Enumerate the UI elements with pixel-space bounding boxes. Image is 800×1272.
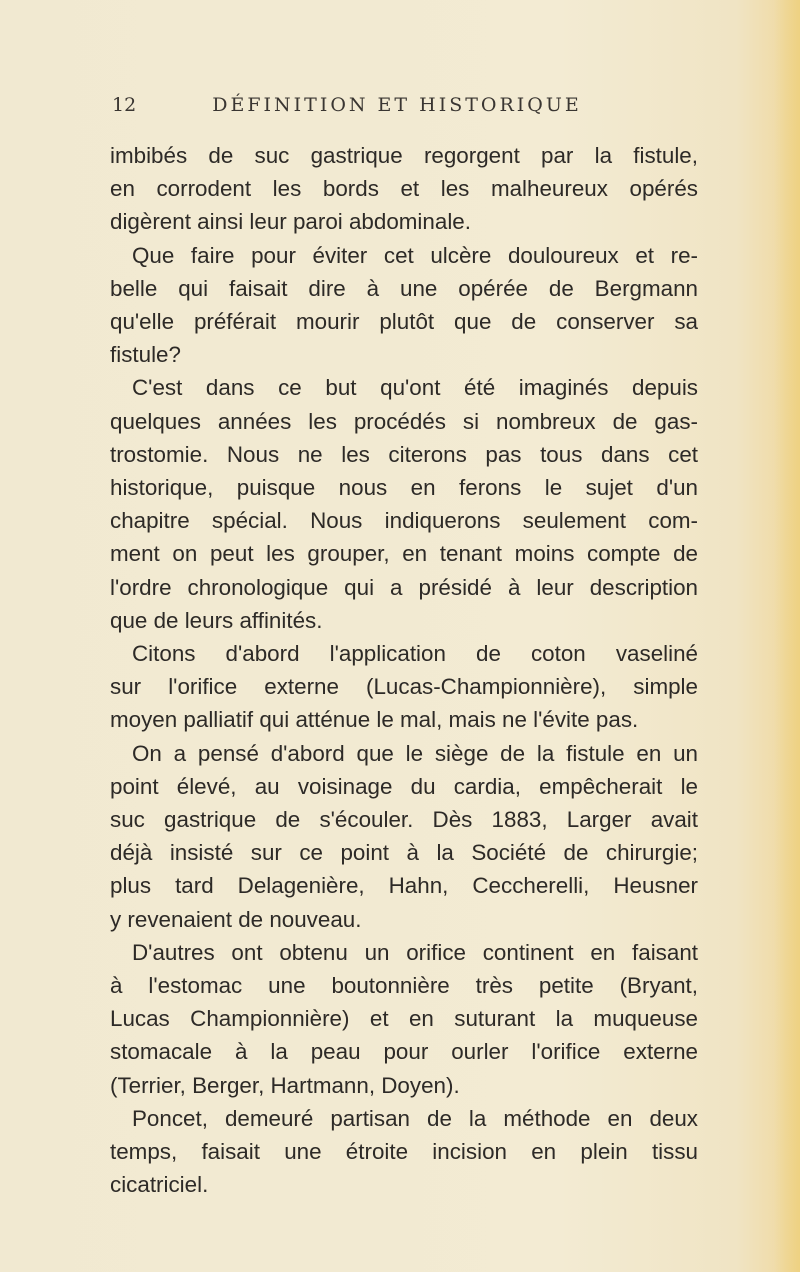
text-line: y revenaient de nouveau. (110, 906, 362, 932)
body-text (110, 139, 698, 1202)
text-line: imbibés de suc gastrique regorgent par la fistule, (110, 143, 698, 168)
text-line: Que faire pour éviter cet ulcère douloureux et re- (132, 242, 698, 268)
text-line: qu'elle préférait mourir plutôt que de conserver sa (110, 309, 698, 335)
text-line: déjà insisté sur ce point à la Société de chirurgie; (110, 840, 698, 866)
page-number: 12 (112, 94, 137, 116)
text-line: moyen palliatif qui atténue le mal, mais ne l'évite pas. (110, 707, 639, 733)
text-line: D'autres ont obtenu un orifice continent en faisant (132, 939, 698, 965)
paragraph (110, 637, 698, 737)
text-line: C'est dans ce but qu'ont été imaginés depuis (132, 375, 698, 401)
text-line: digèrent ainsi leur paroi abdominale. (110, 209, 471, 235)
paragraph (110, 737, 698, 936)
text-line: Poncet, demeuré partisan de la méthode en deux (132, 1105, 698, 1131)
page-edge-stain (774, 0, 800, 1272)
text-line: cicatriciel. (110, 1172, 209, 1198)
text-line: suc gastrique de s'écouler. Dès 1883, Larger avait (110, 807, 698, 833)
text-line: à l'estomac une boutonnière très petite (Bryant, (110, 973, 698, 999)
text-line: que de leurs affinités. (110, 607, 323, 633)
text-line: sur l'orifice externe (Lucas-Championnière), simple (110, 674, 698, 700)
text-line: trostomie. Nous ne les citerons pas tous dans cet (110, 441, 698, 467)
text-line: plus tard Delagenière, Hahn, Ceccherelli, Heusner (110, 873, 698, 899)
text-line: temps, faisait une étroite incision en plein tissu (110, 1139, 698, 1165)
text-line: (Terrier, Berger, Hartmann, Doyen). (110, 1072, 460, 1098)
text-line: historique, puisque nous en ferons le sujet d'un (110, 475, 698, 501)
text-line: Citons d'abord l'application de coton vaseliné (132, 641, 698, 667)
paragraph (110, 1102, 698, 1202)
text-line: en corrodent les bords et les malheureux opérés (110, 176, 698, 202)
text-line: chapitre spécial. Nous indiquerons seulement com- (110, 508, 698, 534)
page-header (112, 94, 682, 124)
text-line: Lucas Championnière) et en suturant la muqueuse (110, 1006, 698, 1032)
text-line: point élevé, au voisinage du cardia, empêcherait le (110, 773, 698, 799)
text-line: stomacale à la peau pour ourler l'orifice externe (110, 1039, 698, 1065)
paragraph (110, 139, 698, 239)
text-line: quelques années les procédés si nombreux de gas- (110, 408, 698, 434)
paragraph (110, 371, 698, 637)
text-line: fistule? (110, 342, 181, 368)
paragraph (110, 239, 698, 372)
paragraph (110, 936, 698, 1102)
text-line: belle qui faisait dire à une opérée de Bergmann (110, 275, 698, 301)
text-line: l'ordre chronologique qui a présidé à leur description (110, 574, 698, 600)
running-title: DÉFINITION ET HISTORIQUE (212, 94, 582, 116)
text-line: On a pensé d'abord que le siège de la fistule en un (132, 740, 698, 766)
text-line: ment on peut les grouper, en tenant moins compte de (110, 541, 698, 567)
